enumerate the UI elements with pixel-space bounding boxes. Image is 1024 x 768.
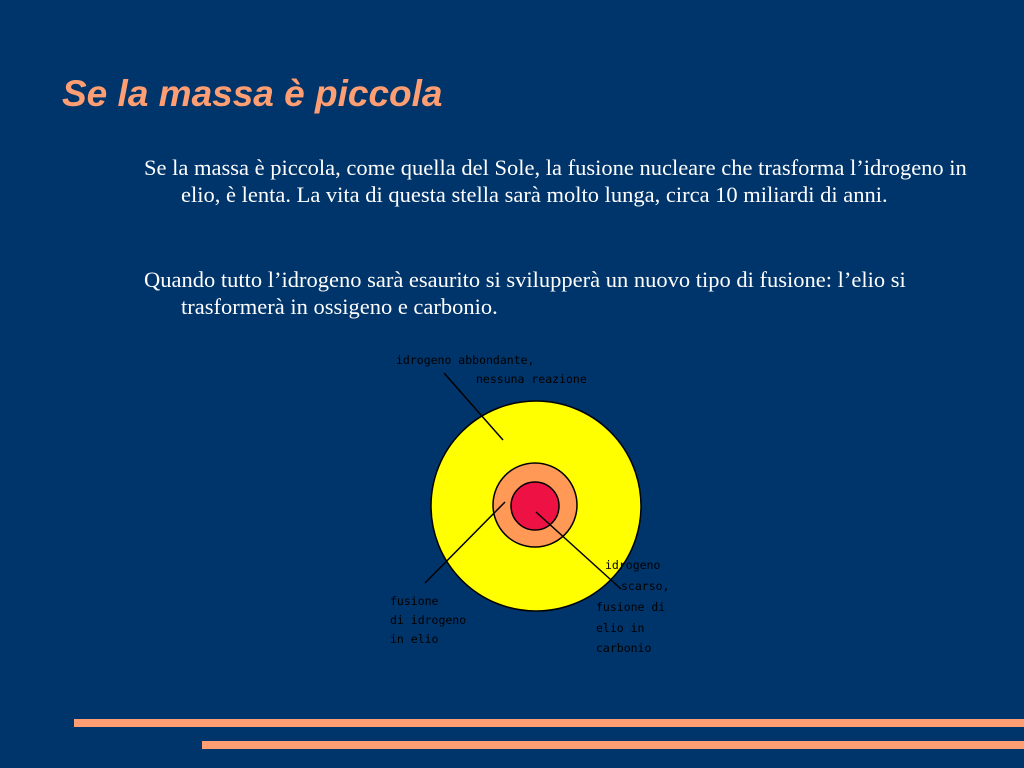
decorative-stripe-bottom <box>202 741 1024 749</box>
slide-title: Se la massa è piccola <box>62 73 443 114</box>
core-label-line: elio in <box>596 621 645 635</box>
outer-layer-label-line: nessuna reazione <box>476 372 587 386</box>
core-label-line: scarso, <box>621 579 670 593</box>
hydrogen-fusion-label-line: di idrogeno <box>390 613 467 627</box>
outer-layer-label-line: idrogeno abbondante, <box>396 353 535 367</box>
decorative-stripe-top <box>74 719 1024 727</box>
hydrogen-fusion-label <box>390 594 473 646</box>
core-label-line: idrogeno <box>605 558 661 572</box>
hydrogen-fusion-label-line: in elio <box>390 632 439 646</box>
paragraph-1: Se la massa è piccola, come quella del Sole, la fusione nucleare che trasforma l’idrogeno in elio, è lenta. La vita di questa stella sarà molto lunga, circa 10 miliardi di anni. <box>144 155 967 207</box>
paragraph-2: Quando tutto l’idrogeno sarà esaurito si svilupperà un nuovo tipo di fusione: l’elio si trasformerà in ossigeno e carbonio. <box>144 267 906 319</box>
hydrogen-fusion-label-line: fusione <box>390 594 439 608</box>
core-label-line: fusione di <box>596 600 666 614</box>
core-label-line: carbonio <box>596 641 652 655</box>
helium-core <box>511 482 559 530</box>
outer-layer-label <box>396 353 587 386</box>
